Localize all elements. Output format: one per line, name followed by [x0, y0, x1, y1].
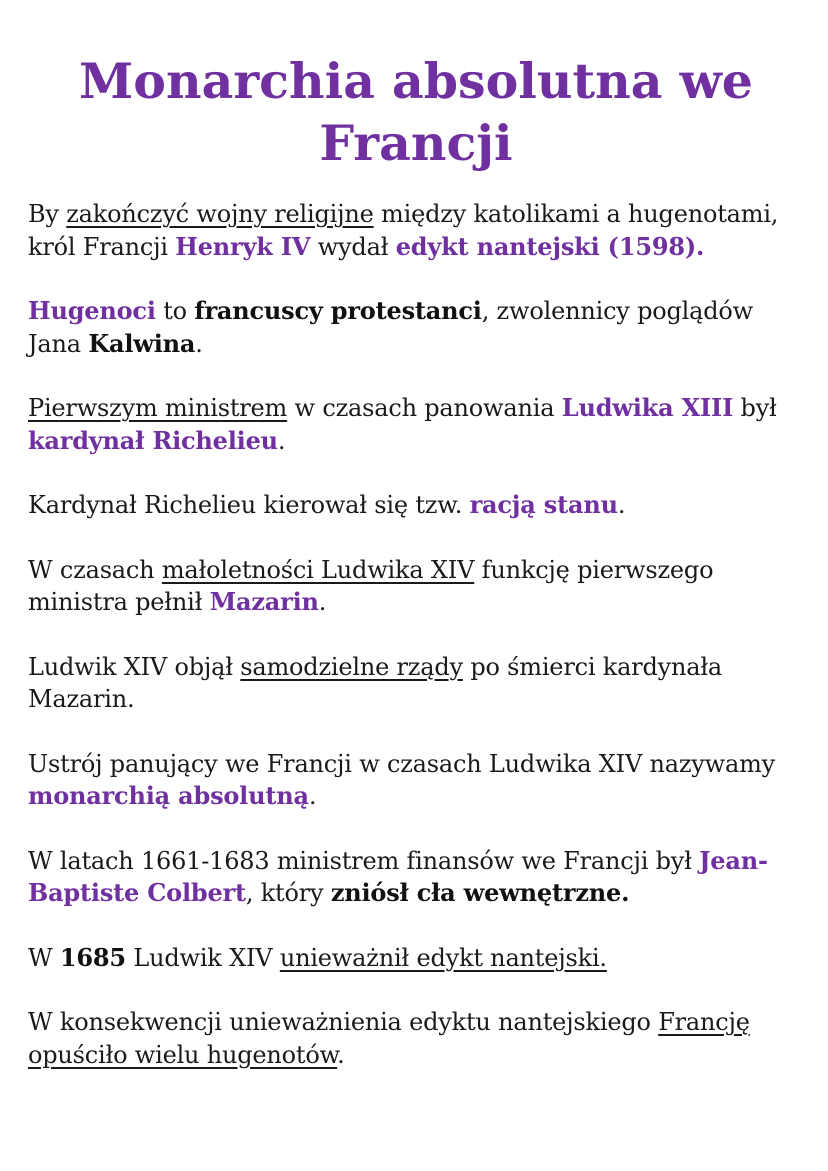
- underlined-term: samodzielne rządy: [240, 652, 463, 681]
- highlighted-term: Ludwika XIII: [561, 393, 734, 422]
- text-run: w czasach panowania: [287, 394, 562, 422]
- bold-term: zniósł cła wewnętrzne.: [330, 878, 630, 907]
- paragraph-7: [28, 748, 804, 813]
- text-run: funkcję pierwszego ministra pełnił: [28, 555, 714, 616]
- highlighted-term: edykt nantejski (1598).: [395, 231, 705, 261]
- paragraph-8: [28, 845, 804, 910]
- text-run: , zwolennicy poglądów Jana: [28, 297, 754, 358]
- text-run: W: [28, 943, 60, 972]
- underlined-term: małoletności Ludwika XIV: [161, 555, 475, 584]
- paragraph-5: [28, 554, 804, 619]
- underlined-term: Pierwszym ministrem: [28, 394, 288, 422]
- text-run: W czasach: [28, 555, 162, 584]
- paragraph-2: [28, 295, 804, 360]
- text-run: Ludwik XIV objął: [28, 652, 241, 681]
- text-run: .: [308, 782, 317, 810]
- paragraph-3: [28, 392, 804, 457]
- paragraph-1: [28, 198, 804, 263]
- bold-term: francuscy protestanci: [194, 296, 482, 325]
- highlighted-term: kardynał Richelieu: [28, 425, 278, 455]
- text-run: .: [277, 426, 286, 455]
- text-run: Kardynał Richelieu kierował się tzw.: [28, 491, 470, 519]
- highlighted-term: monarchią absolutną: [28, 781, 309, 810]
- text-run: .: [617, 491, 626, 519]
- highlighted-term: Mazarin: [209, 587, 319, 616]
- document-body: [28, 198, 804, 1071]
- underlined-term: unieważnił edykt nantejski.: [279, 943, 607, 972]
- text-run: wydał: [310, 232, 396, 261]
- paragraph-4: [28, 489, 804, 522]
- paragraph-6: [28, 651, 804, 716]
- text-run: , który: [245, 879, 331, 907]
- underlined-term: zakończyć wojny religijne: [66, 200, 374, 228]
- text-run: Ustrój panujący we Francji w czasach Ludwika XIV nazywamy: [28, 749, 776, 778]
- highlighted-term: Jean-Baptiste Colbert: [28, 845, 768, 907]
- document-title: Monarchia absolutna we Francji: [79, 52, 753, 172]
- highlighted-term: racją stanu: [469, 490, 618, 519]
- underlined-term: Francję opuściło wielu hugenotów: [28, 1008, 750, 1069]
- text-run: to: [155, 297, 195, 325]
- text-run: między katolikami a hugenotami, król Francji: [28, 200, 779, 261]
- bold-term: Kalwina: [88, 328, 196, 358]
- text-run: W latach 1661-1683 ministrem finansów we Francji był: [28, 846, 700, 875]
- paragraph-10: [28, 1006, 804, 1071]
- text-run: był: [733, 394, 777, 422]
- text-run: po śmierci kardynała Mazarin.: [28, 652, 723, 713]
- text-run: .: [195, 329, 203, 358]
- paragraph-9: [28, 942, 804, 975]
- text-run: .: [337, 1040, 345, 1069]
- highlighted-term: Hugenoci: [28, 296, 156, 325]
- text-run: Ludwik XIV: [125, 943, 280, 972]
- bold-term: 1685: [59, 942, 126, 972]
- highlighted-term: Henryk IV: [175, 231, 311, 261]
- text-run: .: [318, 588, 327, 616]
- text-run: W konsekwencji unieważnienia edyktu nantejskiego: [28, 1008, 659, 1036]
- text-run: By: [28, 200, 67, 228]
